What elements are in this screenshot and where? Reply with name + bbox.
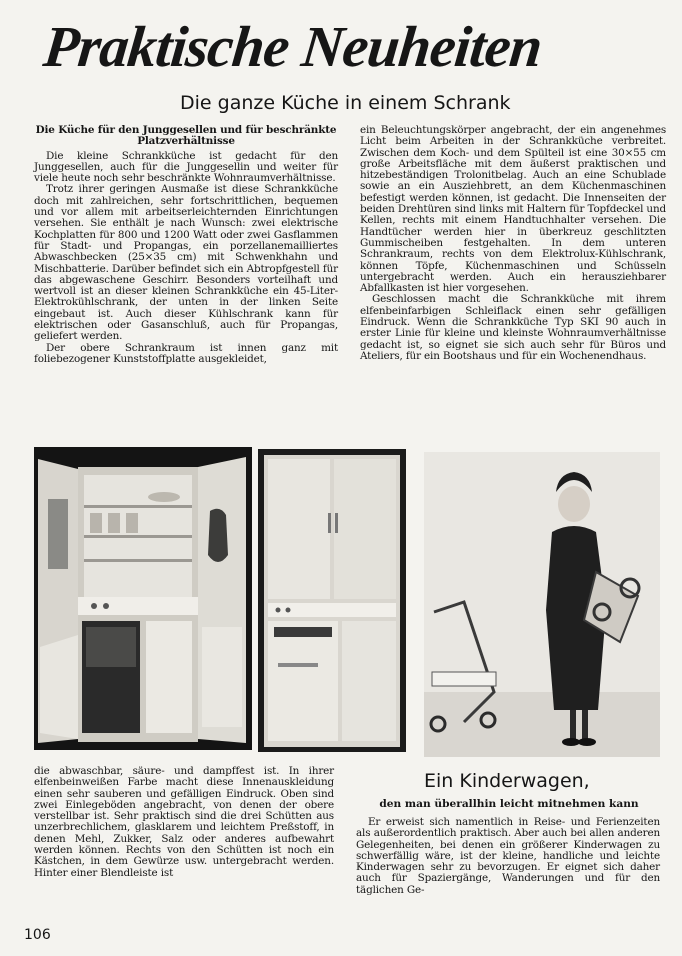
text-column-right xyxy=(360,125,666,362)
photo-woman-with-folding-stroller xyxy=(424,452,660,757)
text-column-bottom-left xyxy=(34,766,334,879)
paragraph: ein Beleuchtungskörper angebracht, der ein angenehmes Licht beim Arbeiten in der Schrankküche verbreitet. Zwischen dem Koch- und dem Spülteil ist eine 30×55 cm große Arbeitsfläche mit dem äußerst praktischen und hitzebeständigen Trolonitbelag. Auch an eine Schublade sowie an ein Ausziehbrett, an dem Küchenmaschinen befestigt werden können, ist gedacht. Die Innenseiten der beiden Drehtüren sind links mit Haltern für Topfdeckel und Kellen, rechts mit einem Handtuchhalter versehen. Die Handtücher werden hier in überkreuz geschlitzten Gummischeiben festgehalten. In dem unteren Schrankraum, rechts von dem Elektrolux-Kühlschrank, können Töpfe, Küchenmaschinen und Schüsseln untergebracht werden. Auch ein herausziehbarer Abfallkasten ist hier vorgesehen. xyxy=(360,124,666,295)
paragraph: Er erweist sich namentlich in Reise- und Ferienzeiten als außerordentlich praktisch. Aber auch bei allen anderen Gelegenheiten, bei denen ein größerer Kinderwagen zu schwerfällig wäre, ist der kleine, handliche und leichte Kinderwagen sehr zu bevorzugen. Er eignet sich daher auch für Spaziergänge, Wanderungen und für den täglichen Ge- xyxy=(356,816,660,896)
article-subtitle: Die ganze Küche in einem Schrank xyxy=(180,92,511,114)
stroller-article-subtitle: den man überallhin leicht mitnehmen kann xyxy=(379,798,639,810)
page-banner-title: Praktische Neuheiten xyxy=(40,14,545,79)
paragraph: Trotz ihrer geringen Ausmaße ist diese Schrankküche doch mit zahlreichen, sehr fortschrittlichen, bequemen und vor allem mit arbeitserleichternden Einrichtungen versehen. Sie enthält je nach Wunsch: zwei elektrische Kochplatten für 800 und 1200 Watt oder zwei Gasflammen für Stadt- und Propangas, ein porzellanemailliertes Abwaschbecken (25×35 cm) mit Schwenkhahn und Mischbatterie. Darüber befindet sich ein Abtropfgestell für das abgewaschene Geschirr. Besonders vorteilhaft und wertvoll ist an dieser kleinen Schrankküche ein 45-Liter-Elektrokühlschrank, der unten in der linken Seite eingebaut ist. Auch dieser Kühlschrank kann für elektrischen oder Gasanschluß, auch für Propangas, geliefert werden. xyxy=(34,183,338,343)
paragraph: die abwaschbar, säure- und dampffest ist. In ihrer elfenbeinweißen Farbe macht diese Innenauskleidung einen sehr sauberen und gefälligen Eindruck. Oben sind zwei Einlegeböden angebracht, von denen der obere verstellbar ist. Sehr praktisch sind die drei Schütten aus unzerbrechlichem, glasklarem und leichtem Preßstoff, in denen Mehl, Zukker, Salz oder anderes aufbewahrt werden können. Rechts von den Schütten ist noch ein Kästchen, in dem Gewürze usw. untergebracht werden. Hinter einer Blendleiste ist xyxy=(34,765,334,879)
photo-open-kitchen-cabinet xyxy=(34,447,252,750)
photo-closed-kitchen-cabinet xyxy=(258,449,406,752)
text-column-bottom-right xyxy=(356,817,660,896)
page-number: 106 xyxy=(24,927,51,943)
stroller-article-title: Ein Kinderwagen, xyxy=(424,770,590,792)
paragraph: Die kleine Schrankküche ist gedacht für den Junggesellen, auch für die Junggesellin und weiter für viele heute noch sehr beschränkte Wohnraumverhältnisse. xyxy=(34,149,338,185)
text-column-left xyxy=(34,125,338,365)
article-heading: Die Küche für den Junggesellen und für beschränkte Platzverhältnisse xyxy=(35,124,337,148)
paragraph: Der obere Schrankraum ist innen ganz mit foliebezogener Kunststoffplatte ausgekleidet, xyxy=(34,341,338,365)
paragraph: Geschlossen macht die Schrankküche mit ihrem elfenbeinfarbigen Schleiflack einen sehr gefälligen Eindruck. Wenn die Schrankküche Typ SKI 90 auch in erster Linie für kleine und kleinste Wohnraumverhältnisse gedacht ist, so eignet sie sich auch sehr für Büros und Ateliers, für ein Bootshaus und für ein Wochenendhaus. xyxy=(360,293,666,362)
